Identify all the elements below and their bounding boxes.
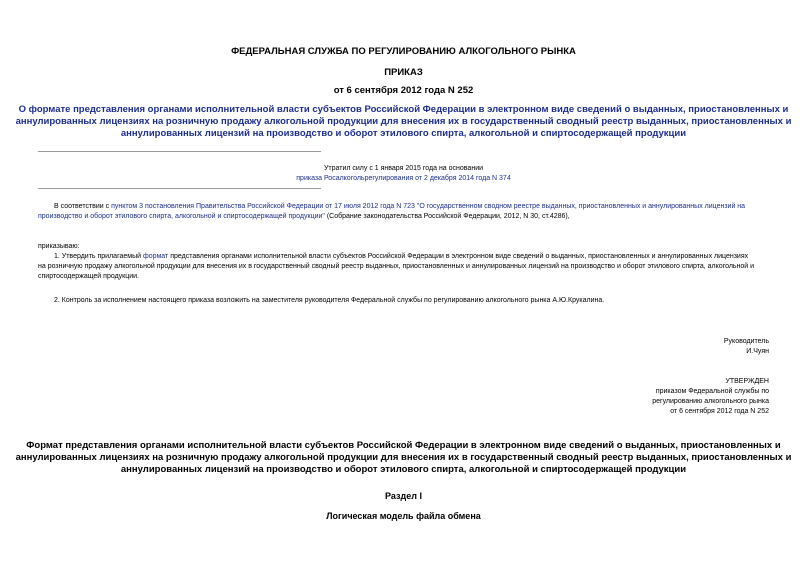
preamble-text: В соответствии с: [54, 203, 112, 210]
doc-title-line[interactable]: О формате представления органами исполнительной власти субъектов Российской Федерации в электронном виде сведений о выданных, приостановленных и: [18, 104, 789, 115]
doc-date: от 6 сентября 2012 года N 252: [333, 85, 474, 96]
doc-type-heading: ПРИКАЗ: [384, 67, 423, 78]
doc-title-line[interactable]: аннулированных лицензий на производство и оборот этилового спирта, алкогольной и спиртосодержащей продукции: [120, 128, 687, 139]
order-body: [38, 242, 773, 282]
order-item-2: 2. Контроль за исполнением настоящего приказа возложить на заместителя руководителя Федеральной службы по регулированию алкогольного рынка А.Ю.Крукалина.: [54, 297, 605, 304]
preamble-text: (Собрание законодательства Российской Федерации, 2012, N 30, ст.4286),: [324, 213, 570, 220]
format-title-line: Формат представления органами исполнительной власти субъектов Российской Федерации в электронном виде сведений о выданных, приостановленных и: [26, 440, 781, 451]
doc-title[interactable]: [0, 104, 807, 140]
order-item-1-line: на розничную продажу алкогольной продукции для внесения их в государственный сводный реестр выданных, приостановленных и аннулированных лицензий на производство и оборот этилового спирта, алкогольной и: [38, 263, 755, 270]
resolution-link[interactable]: пунктом 3 постановления Правительства Российской Федерации от 17 июля 2012 года N 723 "О государственном сводном реестре выданных, приостановленных и аннулированных лицензий на: [111, 203, 746, 210]
status-link[interactable]: приказа Росалкогольрегулирования от 2 декабря 2014 года N 374: [296, 175, 511, 182]
divider: [38, 151, 321, 152]
section-title: Логическая модель файла обмена: [326, 511, 481, 521]
approval-line: приказом Федеральной службы по: [655, 388, 769, 395]
signature: [724, 337, 769, 357]
format-link[interactable]: формат: [142, 253, 169, 260]
approval-line: от 6 сентября 2012 года N 252: [670, 408, 769, 415]
approval-line: регулированию алкогольного рынка: [652, 398, 769, 405]
agency-heading: ФЕДЕРАЛЬНАЯ СЛУЖБА ПО РЕГУЛИРОВАНИЮ АЛКОГОЛЬНОГО РЫНКА: [231, 46, 576, 57]
order-item-1-text: 1. Утвердить прилагаемый: [54, 253, 143, 260]
approval-block: [652, 377, 769, 417]
status-note: [0, 164, 807, 184]
divider: [38, 188, 321, 189]
status-line: Утратил силу с 1 января 2015 года на основании: [323, 165, 484, 172]
preamble: [38, 202, 773, 222]
order-item-1-line: спиртосодержащей продукции.: [38, 273, 139, 280]
format-title-line: аннулированных лицензиях на розничную продажу алкогольной продукции для внесения их в государственный сводный реестр выданных, приостановленных и: [15, 452, 792, 463]
signature-name: И.Чуян: [746, 348, 769, 355]
doc-title-line[interactable]: аннулированных лицензиях на розничную продажу алкогольной продукции для внесения их в государственный сводный реестр выданных, приостановленных и: [15, 116, 792, 127]
approval-label: УТВЕРЖДЕН: [725, 378, 769, 385]
signature-position: Руководитель: [723, 338, 769, 345]
format-title: [0, 440, 807, 476]
section-label: Раздел I: [385, 491, 422, 501]
format-title-line: аннулированных лицензий на производство и оборот этилового спирта, алкогольной и спиртосодержащей продукции: [120, 464, 687, 475]
resolution-link-cont[interactable]: производство и оборот этилового спирта, алкогольной и спиртосодержащей продукции": [38, 213, 325, 220]
order-item-1-text: представления органами исполнительной власти субъектов Российской Федерации в электронном виде сведений о выданных, приостановленных и аннулированных лицензиях: [168, 253, 749, 260]
order-verb: приказываю:: [38, 243, 80, 250]
